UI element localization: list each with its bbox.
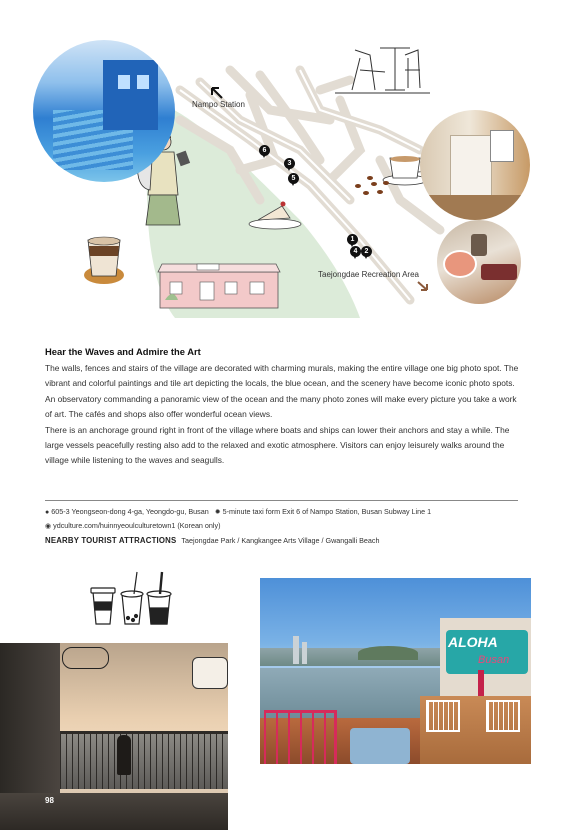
directions-icon: ✹: [214, 509, 221, 516]
nampo-station-label: Nampo Station: [192, 100, 245, 109]
cafe-sign-text: ALOHA: [448, 634, 498, 650]
map-pin-3[interactable]: 3: [284, 158, 295, 169]
pink-building-illustration: [158, 264, 280, 308]
page-number: 98: [45, 796, 54, 805]
milk-tea-icon: [147, 572, 171, 624]
observatory-sunset-photo: [0, 643, 228, 830]
nearby-list: Taejongdae Park / Kangkangee Arts Village / Gwangalli Beach: [181, 536, 380, 545]
map-pin-5[interactable]: 5: [288, 173, 299, 184]
drinks-illustration: [88, 570, 174, 626]
mural-village-photo: [33, 40, 175, 182]
address-text: 605-3 Yeongseon-dong 4-ga, Yeongdo-gu, Busan: [51, 507, 209, 516]
taejongdae-label: Taejongdae Recreation Area: [318, 270, 419, 279]
website-link[interactable]: ydculture.com/huinnyeoulculturetown1 (Korean only): [53, 521, 221, 530]
website-line: [45, 521, 221, 530]
coffee-dessert-photo: [437, 220, 521, 304]
map-pin-4[interactable]: 4: [350, 246, 361, 257]
bubble-tea-icon: [121, 572, 143, 624]
divider: [45, 500, 518, 501]
illustrated-map: [0, 0, 587, 330]
article-paragraph: There is an anchorage ground right in front of the village where boats and ships can lower their anchors and stay a while. The large vessels peacefully resting also add to the relaxed and exotic atmosphere. Visitors can enjoy leisurely walks around the village while listening to the waves and seagulls.: [45, 424, 510, 466]
article-paragraph: The walls, fences and stairs of the village are decorated with charming murals, making the entire village one big photo spot. The vibrant and colorful paintings and tile art depicting the locals, the blue ocean, and the scenery have become iconic photo spots. An observatory commanding a panoramic view of the ocean and the many photo zones will make every picture you take a work of art. The cafés and shops also offer wonderful ocean views.: [45, 363, 519, 420]
globe-icon: ◉: [45, 523, 52, 530]
map-pin-2[interactable]: 2: [361, 246, 372, 257]
coastal-cafe-photo: [260, 578, 531, 764]
cafe-sign-text-2: Busan: [478, 654, 510, 666]
directions-text: 5-minute taxi form Exit 6 of Nampo Station, Busan Subway Line 1: [222, 507, 432, 516]
takeaway-coffee-icon: [91, 588, 115, 624]
address-line: [45, 507, 431, 516]
nearby-line: [45, 536, 379, 545]
article-body: [45, 361, 523, 469]
article-heading: Hear the Waves and Admire the Art: [45, 346, 201, 357]
nearby-title: NEARBY TOURIST ATTRACTIONS: [45, 536, 177, 545]
iced-coffee-icon: [84, 237, 124, 284]
location-pin-icon: ●: [45, 509, 50, 516]
map-pin-1[interactable]: 1: [347, 234, 358, 245]
taejongdae-arrow-icon: [418, 282, 427, 290]
map-pin-6[interactable]: 6: [259, 145, 270, 156]
cafe-chairs-icon: [335, 48, 430, 93]
cafe-interior-photo: [420, 110, 530, 220]
